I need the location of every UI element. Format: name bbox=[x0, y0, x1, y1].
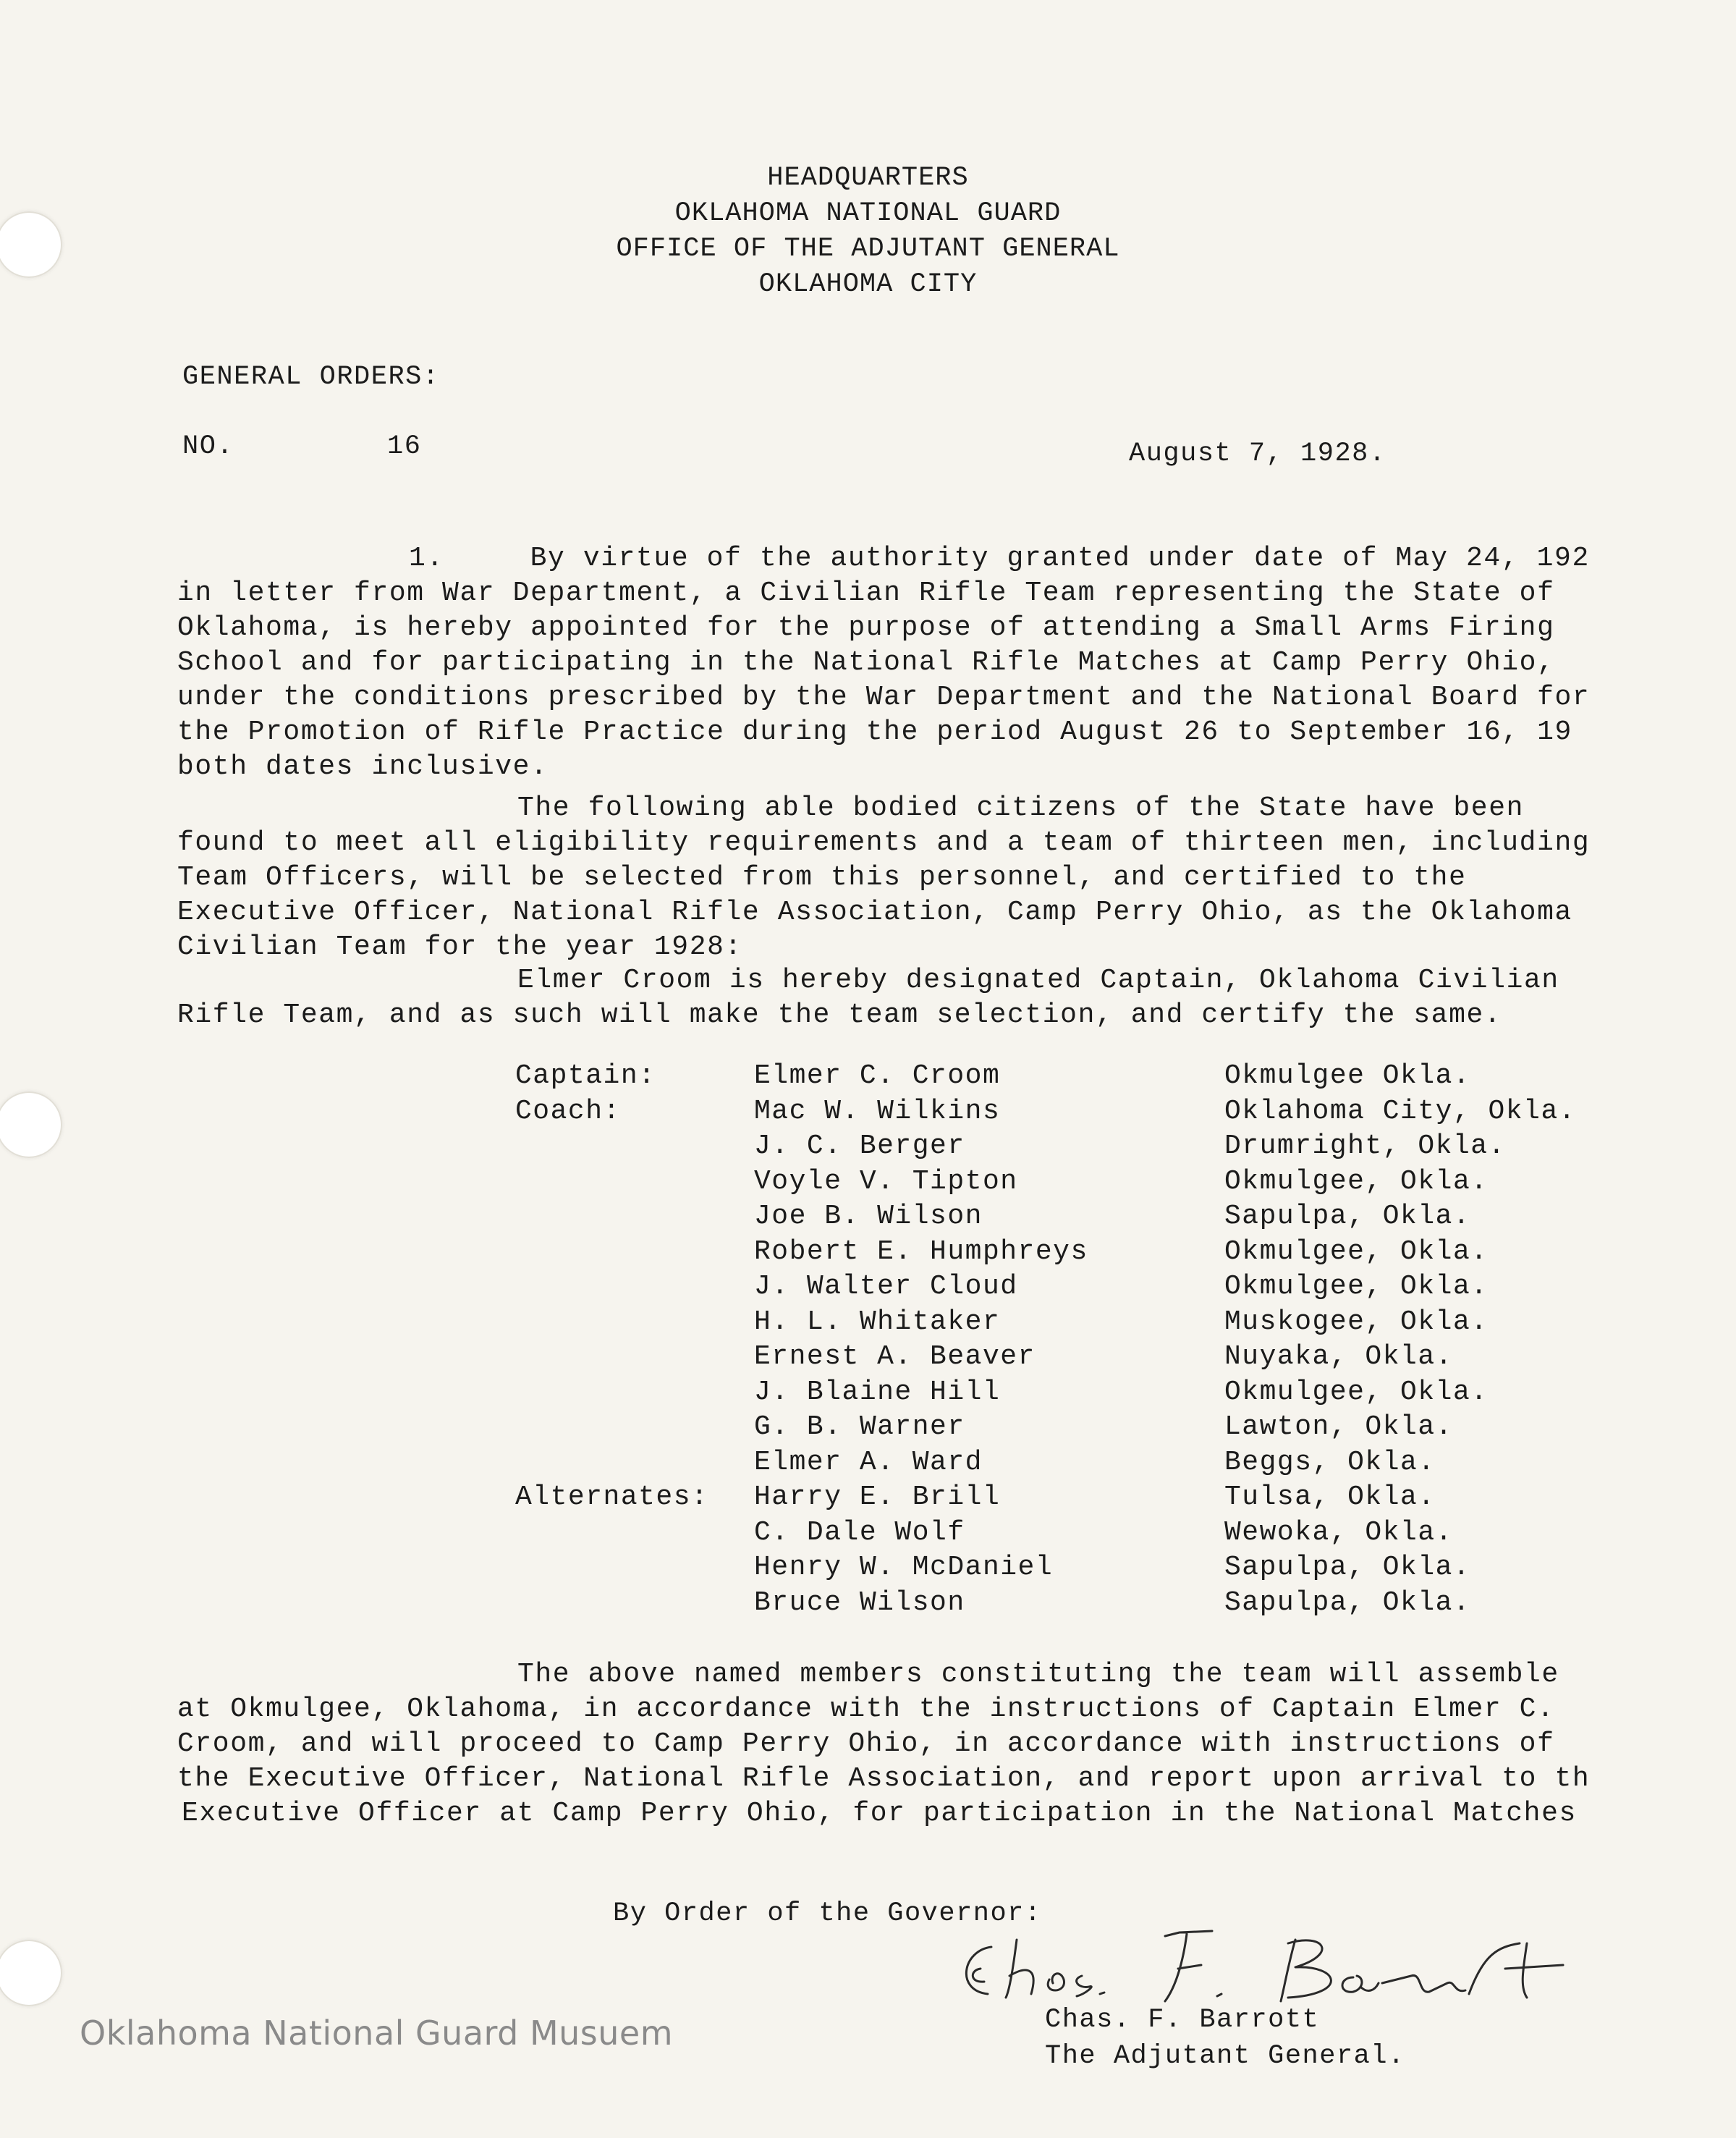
roster-row bbox=[0, 1517, 1736, 1552]
letterhead-line: OFFICE OF THE ADJUTANT GENERAL bbox=[616, 234, 1120, 264]
paragraph-4 bbox=[177, 1657, 1591, 1831]
roster-town: Tulsa, Okla. bbox=[1224, 1482, 1436, 1513]
paragraph-number: 1. bbox=[409, 543, 444, 574]
paragraph-line: in letter from War Department, a Civilian Rifle Team representing the State of bbox=[177, 578, 1555, 609]
roster-town: Okmulgee, Okla. bbox=[1224, 1235, 1489, 1267]
general-orders-label: GENERAL ORDERS: bbox=[182, 362, 440, 392]
signer-name: Chas. F. Barrott bbox=[1045, 2005, 1320, 2035]
roster-town: Okmulgee, Okla. bbox=[1224, 1271, 1489, 1302]
paragraph-line: Elmer Croom is hereby designated Captain, Oklahoma Civilian bbox=[517, 965, 1559, 996]
paragraph-line: The above named members constituting the team will assemble bbox=[517, 1659, 1559, 1690]
paragraph-line: Executive Officer, National Rifle Association, Camp Perry Ohio, as the Oklahoma bbox=[177, 897, 1572, 928]
order-number-label: NO. bbox=[182, 431, 234, 462]
roster-row bbox=[0, 1306, 1736, 1342]
letterhead-line: OKLAHOMA CITY bbox=[758, 269, 978, 300]
roster-row bbox=[0, 1201, 1736, 1236]
roster-name: Robert E. Humphreys bbox=[754, 1235, 1088, 1267]
roster-name: Voyle V. Tipton bbox=[754, 1165, 1018, 1197]
paragraph-line: Croom, and will proceed to Camp Perry Ohio, in accordance with instructions of bbox=[177, 1728, 1555, 1759]
roster-name: J. C. Berger bbox=[754, 1131, 965, 1162]
roster-name: Elmer A. Ward bbox=[754, 1446, 983, 1478]
roster-town: Wewoka, Okla. bbox=[1224, 1516, 1453, 1548]
roster-row bbox=[0, 1377, 1736, 1412]
paragraph-3 bbox=[177, 963, 1559, 1033]
museum-watermark: Oklahoma National Guard Musuem bbox=[80, 2014, 674, 2053]
roster-name: C. Dale Wolf bbox=[754, 1516, 965, 1548]
paragraph-line: By virtue of the authority granted under date of May 24, 192 bbox=[530, 543, 1590, 574]
letterhead bbox=[0, 161, 1736, 303]
roster-role: Coach: bbox=[515, 1095, 621, 1127]
roster-row bbox=[0, 1552, 1736, 1587]
order-date: August 7, 1928. bbox=[1129, 439, 1386, 469]
roster-town: Sapulpa, Okla. bbox=[1224, 1201, 1471, 1232]
roster-name: H. L. Whitaker bbox=[754, 1306, 1001, 1338]
roster-row bbox=[0, 1131, 1736, 1166]
roster-role: Captain: bbox=[515, 1060, 656, 1091]
roster-name: J. Blaine Hill bbox=[754, 1376, 1001, 1408]
roster-name: Ernest A. Beaver bbox=[754, 1341, 1036, 1372]
roster-role: Alternates: bbox=[515, 1482, 709, 1513]
roster-row bbox=[0, 1411, 1736, 1447]
roster-name: Henry W. McDaniel bbox=[754, 1552, 1054, 1583]
paragraph-line: both dates inclusive. bbox=[177, 751, 549, 782]
roster-row bbox=[0, 1096, 1736, 1131]
paragraph-line: the Executive Officer, National Rifle Association, and report upon arrival to th bbox=[177, 1763, 1591, 1794]
roster-row bbox=[0, 1447, 1736, 1482]
roster-row bbox=[0, 1236, 1736, 1272]
roster-row bbox=[0, 1482, 1736, 1517]
paragraph-line: School and for participating in the National Rifle Matches at Camp Perry Ohio, bbox=[177, 647, 1555, 678]
paragraph-line: The following able bodied citizens of the State have been bbox=[517, 793, 1525, 824]
paragraph-line: Team Officers, will be selected from this personnel, and certified to the bbox=[177, 862, 1467, 893]
signer-title: The Adjutant General. bbox=[1045, 2041, 1405, 2071]
roster-name: Harry E. Brill bbox=[754, 1482, 1001, 1513]
by-order-line: By Order of the Governor: bbox=[613, 1898, 1042, 1929]
roster-town: Drumright, Okla. bbox=[1224, 1131, 1506, 1162]
paragraph-line: at Okmulgee, Oklahoma, in accordance with the instructions of Captain Elmer C. bbox=[177, 1694, 1555, 1725]
roster-name: Mac W. Wilkins bbox=[754, 1095, 1001, 1127]
roster-name: Joe B. Wilson bbox=[754, 1201, 983, 1232]
paragraph-line: found to meet all eligibility requirements and a team of thirteen men, including bbox=[177, 827, 1591, 858]
paragraph-1 bbox=[177, 541, 1591, 785]
paragraph-line: the Promotion of Rifle Practice during the period August 26 to September 16, 19 bbox=[177, 717, 1572, 748]
roster-row bbox=[0, 1587, 1736, 1623]
letterhead-line: HEADQUARTERS bbox=[767, 163, 969, 193]
paragraph-line: Civilian Team for the year 1928: bbox=[177, 931, 742, 963]
roster-town: Okmulgee, Okla. bbox=[1224, 1376, 1489, 1408]
roster-town: Lawton, Okla. bbox=[1224, 1411, 1453, 1442]
roster-town: Okmulgee Okla. bbox=[1224, 1060, 1471, 1091]
roster-town: Beggs, Okla. bbox=[1224, 1446, 1436, 1478]
roster-row bbox=[0, 1166, 1736, 1201]
roster-row bbox=[0, 1271, 1736, 1306]
roster-town: Nuyaka, Okla. bbox=[1224, 1341, 1453, 1372]
letterhead-line: OKLAHOMA NATIONAL GUARD bbox=[674, 198, 1062, 229]
roster-town: Sapulpa, Okla. bbox=[1224, 1586, 1471, 1618]
paragraph-line: Executive Officer at Camp Perry Ohio, for participation in the National Matches bbox=[182, 1798, 1577, 1829]
order-number: 16 bbox=[387, 431, 422, 462]
paragraph-line: Rifle Team, and as such will make the team selection, and certify the same. bbox=[177, 1000, 1502, 1031]
signature bbox=[948, 1925, 1570, 2012]
roster-name: Bruce Wilson bbox=[754, 1586, 965, 1618]
roster-town: Okmulgee, Okla. bbox=[1224, 1165, 1489, 1197]
roster-town: Sapulpa, Okla. bbox=[1224, 1552, 1471, 1583]
roster-name: G. B. Warner bbox=[754, 1411, 965, 1442]
paragraph-line: Oklahoma, is hereby appointed for the purpose of attending a Small Arms Firing bbox=[177, 612, 1555, 643]
paragraph-line: under the conditions prescribed by the War Department and the National Board for bbox=[177, 682, 1591, 713]
paragraph-2 bbox=[177, 791, 1591, 965]
team-roster bbox=[0, 1060, 1736, 1622]
binder-hole bbox=[0, 1940, 62, 2006]
roster-name: Elmer C. Croom bbox=[754, 1060, 1001, 1091]
roster-name: J. Walter Cloud bbox=[754, 1271, 1018, 1302]
roster-town: Oklahoma City, Okla. bbox=[1224, 1095, 1577, 1127]
roster-row bbox=[0, 1060, 1736, 1096]
roster-row bbox=[0, 1341, 1736, 1377]
roster-town: Muskogee, Okla. bbox=[1224, 1306, 1489, 1338]
